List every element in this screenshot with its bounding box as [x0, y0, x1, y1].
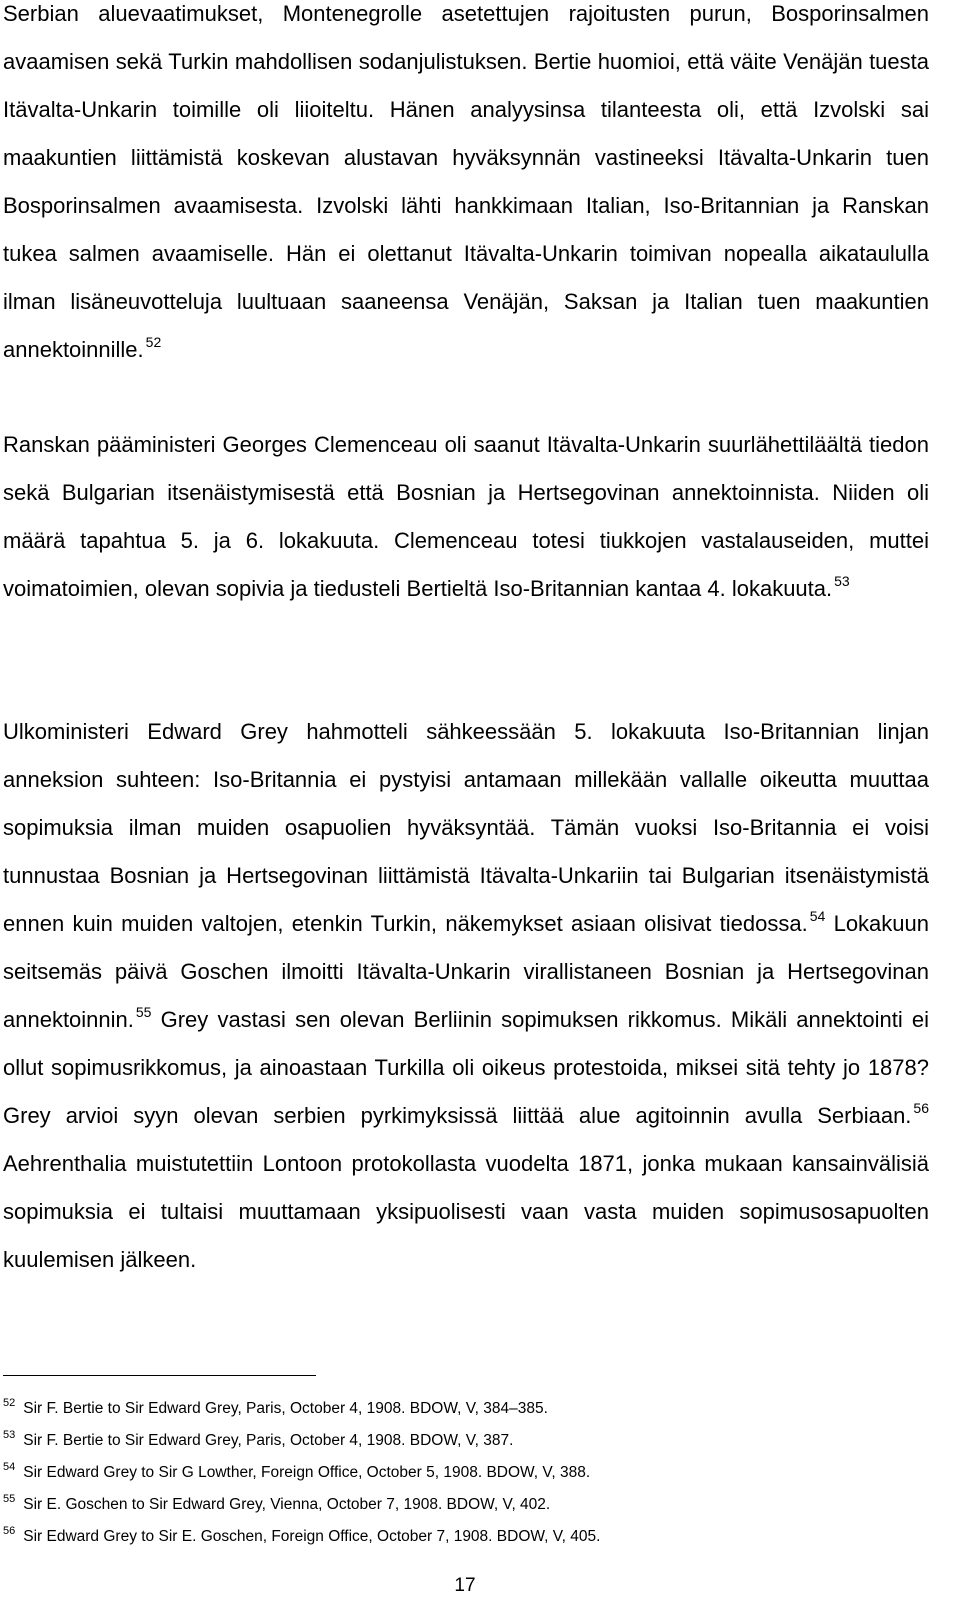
page-number: 17: [454, 1575, 476, 1596]
paragraph-text: Ulkoministeri Edward Grey hahmotteli sähkeessään 5. lokakuuta Iso-Britannian linjan anneksion suhteen: Iso-Britannia ei pystyisi antamaan millekään vallalle oikeutta muuttaa sopimuksia ilman muiden osapuolien hyväksyntää. Tämän vuoksi Iso-Britannia ei voisi tunnustaa Bosnian ja Hertsegovinan liittämistä Itävalta-Unkariin tai Bulgarian itsenäistymistä ennen kuin muiden valtojen, etenkin Turkin, näkemykset asiaan olisivat tiedossa.: [3, 719, 929, 936]
footnote-text: Sir Edward Grey to Sir E. Goschen, Foreign Office, October 7, 1908. BDOW, V, 405.: [23, 1528, 601, 1545]
paragraph-text: Aehrenthalia muistutettiin Lontoon protokollasta vuodelta 1871, jonka mukaan kansainvälisiä sopimuksia ei tultaisi muuttamaan yksipuolisesti vaan vasta muiden sopimusosapuolten kuulemisen jälkeen.: [3, 1151, 929, 1272]
footnote-number: 54: [3, 1461, 16, 1473]
footnote-text: Sir Edward Grey to Sir G Lowther, Foreign Office, October 5, 1908. BDOW, V, 388.: [23, 1464, 591, 1481]
footnote-separator: [3, 1375, 316, 1376]
footnote-reference-52[interactable]: 52: [145, 334, 162, 350]
footnote-reference-53[interactable]: 53: [834, 573, 850, 589]
body-paragraph-3: [3, 708, 929, 1284]
footnote-number: 55: [3, 1493, 16, 1505]
footnote-number: 52: [3, 1397, 16, 1409]
body-paragraph-2: [3, 421, 929, 613]
footnote-text: Sir F. Bertie to Sir Edward Grey, Paris, October 4, 1908. BDOW, V, 384–385.: [23, 1400, 548, 1417]
footnote-reference-54[interactable]: 54: [809, 908, 826, 924]
footnote-item: [3, 1454, 929, 1486]
footnote-text: Sir E. Goschen to Sir Edward Grey, Vienna, October 7, 1908. BDOW, V, 402.: [23, 1496, 551, 1513]
footnote-reference-56[interactable]: 56: [913, 1100, 929, 1116]
paragraph-text: Lokakuun seitsemäs päivä Goschen ilmoitti Itävalta-Unkarin virallistaneen Bosnian ja Hertsegovinan annektoinnin.: [3, 911, 929, 1032]
footnote-number: 56: [3, 1525, 16, 1537]
footnote-text: Sir F. Bertie to Sir Edward Grey, Paris, October 4, 1908. BDOW, V, 387.: [23, 1432, 514, 1449]
paragraph-text: Serbian aluevaatimukset, Montenegrolle asetettujen rajoitusten purun, Bosporinsalmen avaamisen sekä Turkin mahdollisen sodanjulistuksen. Bertie huomioi, että väite Venäjän tuesta Itävalta-Unkarin toimille oli liioiteltu. Hänen analyysinsa tilanteesta oli, että Izvolski sai maakuntien liittämistä koskevan alustavan hyväksynnän vastineeksi Itävalta-Unkarin tuen Bosporinsalmen avaamisesta. Izvolski lähti hankkimaan Italian, Iso-Britannian ja Ranskan tukea salmen avaamiselle. Hän ei olettanut Itävalta-Unkarin toimivan nopealla aikataululla ilman lisäneuvotteluja luultuaan saaneensa Venäjän, Saksan ja Italian tuen maakuntien annektoinnille.: [3, 1, 929, 362]
paragraph-text: Ranskan pääministeri Georges Clemenceau oli saanut Itävalta-Unkarin suurlähettiläältä tiedon sekä Bulgarian itsenäistymisestä että Bosnian ja Hertsegovinan annektoinnista. Niiden oli määrä tapahtua 5. ja 6. lokakuuta. Clemenceau totesi tiukkojen vastalauseiden, muttei voimatoimien, olevan sopivia ja tiedusteli Bertieltä Iso-Britannian kantaa 4. lokakuuta.: [3, 432, 929, 601]
footnote-number: 53: [3, 1429, 16, 1441]
footnote-item: [3, 1486, 929, 1518]
paragraph-text: Grey vastasi sen olevan Berliinin sopimuksen rikkomus. Mikäli annektointi ei ollut sopimusrikkomus, ja ainoastaan Turkilla oli oikeus protestoida, miksei sitä tehty jo 1878? Grey arvioi syyn olevan serbien pyrkimyksissä liittää alue agitoinnin avulla Serbiaan.: [3, 1007, 929, 1128]
footnote-item: [3, 1422, 929, 1454]
footnote-item: [3, 1518, 929, 1550]
body-paragraph-1: [3, 0, 929, 374]
footnote-reference-55[interactable]: 55: [135, 1004, 152, 1020]
footnote-item: [3, 1390, 929, 1422]
footnotes-list: [3, 1390, 929, 1550]
